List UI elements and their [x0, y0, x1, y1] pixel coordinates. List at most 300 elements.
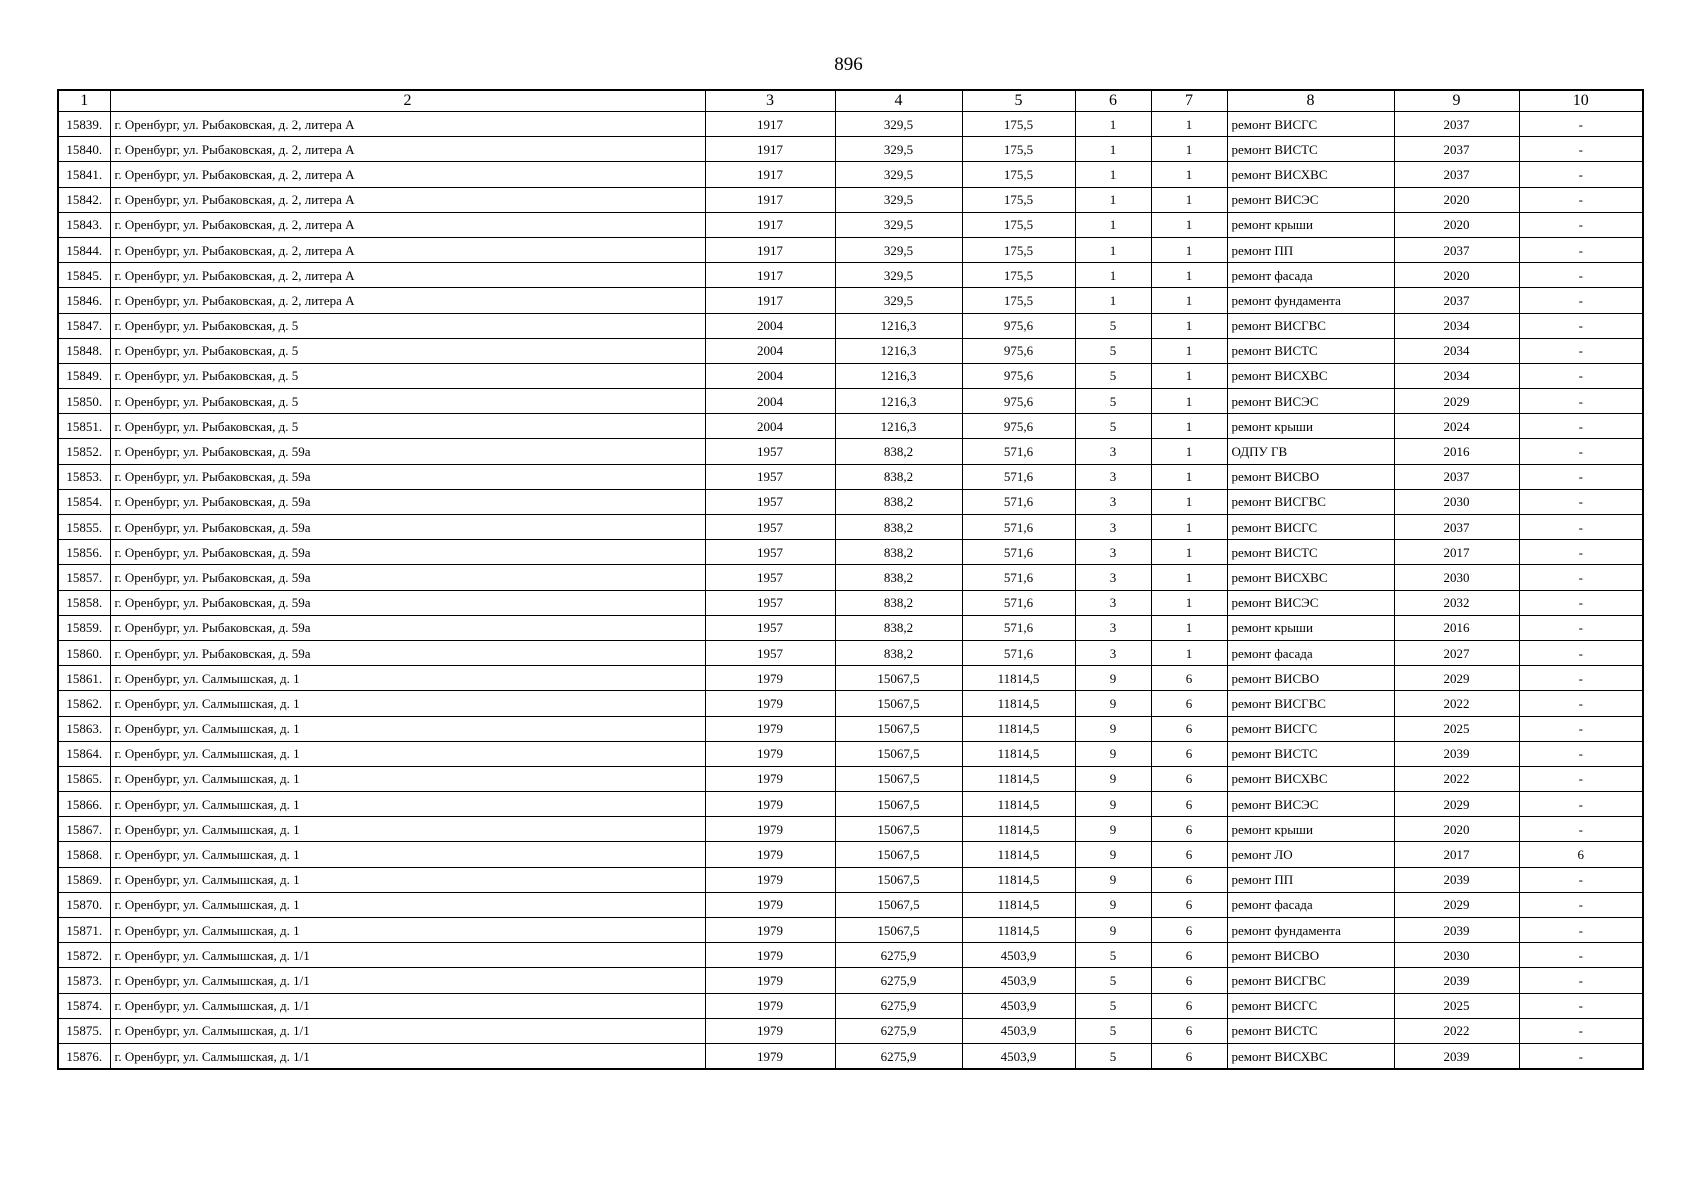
table-row [58, 515, 1643, 540]
table-row [58, 943, 1643, 968]
planned-year-cell: 2032 [1394, 590, 1519, 615]
column-10-cell: 6 [1519, 842, 1643, 867]
column-header: 3 [705, 90, 835, 112]
table-row [58, 389, 1643, 414]
address-cell: г. Оренбург, ул. Рыбаковская, д. 59а [110, 515, 705, 540]
year-built-cell: 1957 [705, 640, 835, 665]
row-number-cell: 15844. [58, 237, 110, 262]
year-built-cell: 1979 [705, 918, 835, 943]
entrances-cell: 6 [1151, 1018, 1227, 1043]
entrances-cell: 6 [1151, 943, 1227, 968]
table-row [58, 918, 1643, 943]
floors-cell: 9 [1075, 918, 1151, 943]
year-built-cell: 1979 [705, 1043, 835, 1069]
floors-cell: 3 [1075, 590, 1151, 615]
work-type-cell: ремонт ВИСТС [1227, 1018, 1394, 1043]
total-area-cell: 838,2 [835, 515, 962, 540]
living-area-cell: 11814,5 [962, 792, 1075, 817]
table-row [58, 162, 1643, 187]
work-type-cell: ремонт ВИСХВС [1227, 1043, 1394, 1069]
work-type-cell: ремонт ВИСГС [1227, 993, 1394, 1018]
total-area-cell: 15067,5 [835, 691, 962, 716]
column-10-cell: - [1519, 414, 1643, 439]
living-area-cell: 4503,9 [962, 1018, 1075, 1043]
entrances-cell: 6 [1151, 741, 1227, 766]
header-row [58, 90, 1643, 112]
row-number-cell: 15875. [58, 1018, 110, 1043]
row-number-cell: 15850. [58, 389, 110, 414]
entrances-cell: 6 [1151, 766, 1227, 791]
work-type-cell: ремонт ВИСГВС [1227, 489, 1394, 514]
living-area-cell: 975,6 [962, 363, 1075, 388]
row-number-cell: 15870. [58, 892, 110, 917]
table-row [58, 212, 1643, 237]
column-header: 2 [110, 90, 705, 112]
column-10-cell: - [1519, 489, 1643, 514]
column-10-cell: - [1519, 792, 1643, 817]
entrances-cell: 6 [1151, 1043, 1227, 1069]
year-built-cell: 1979 [705, 817, 835, 842]
living-area-cell: 11814,5 [962, 918, 1075, 943]
address-cell: г. Оренбург, ул. Салмышская, д. 1 [110, 766, 705, 791]
table-row [58, 993, 1643, 1018]
address-cell: г. Оренбург, ул. Рыбаковская, д. 5 [110, 363, 705, 388]
address-cell: г. Оренбург, ул. Рыбаковская, д. 5 [110, 338, 705, 363]
work-type-cell: ремонт фасада [1227, 640, 1394, 665]
address-cell: г. Оренбург, ул. Салмышская, д. 1 [110, 867, 705, 892]
total-area-cell: 838,2 [835, 640, 962, 665]
column-header: 5 [962, 90, 1075, 112]
work-type-cell: ремонт ВИСГС [1227, 716, 1394, 741]
row-number-cell: 15851. [58, 414, 110, 439]
table-row [58, 766, 1643, 791]
row-number-cell: 15863. [58, 716, 110, 741]
row-number-cell: 15869. [58, 867, 110, 892]
living-area-cell: 175,5 [962, 112, 1075, 137]
row-number-cell: 15876. [58, 1043, 110, 1069]
living-area-cell: 11814,5 [962, 817, 1075, 842]
column-10-cell: - [1519, 112, 1643, 137]
address-cell: г. Оренбург, ул. Рыбаковская, д. 5 [110, 313, 705, 338]
address-cell: г. Оренбург, ул. Салмышская, д. 1/1 [110, 993, 705, 1018]
total-area-cell: 15067,5 [835, 741, 962, 766]
planned-year-cell: 2037 [1394, 515, 1519, 540]
address-cell: г. Оренбург, ул. Салмышская, д. 1 [110, 817, 705, 842]
capital-repair-table [57, 89, 1644, 1070]
table-row [58, 489, 1643, 514]
floors-cell: 9 [1075, 867, 1151, 892]
living-area-cell: 571,6 [962, 489, 1075, 514]
total-area-cell: 15067,5 [835, 817, 962, 842]
floors-cell: 5 [1075, 363, 1151, 388]
total-area-cell: 15067,5 [835, 892, 962, 917]
address-cell: г. Оренбург, ул. Салмышская, д. 1 [110, 666, 705, 691]
floors-cell: 9 [1075, 842, 1151, 867]
living-area-cell: 975,6 [962, 338, 1075, 363]
row-number-cell: 15872. [58, 943, 110, 968]
floors-cell: 5 [1075, 313, 1151, 338]
year-built-cell: 1979 [705, 1018, 835, 1043]
planned-year-cell: 2020 [1394, 817, 1519, 842]
table-row [58, 363, 1643, 388]
floors-cell: 5 [1075, 968, 1151, 993]
work-type-cell: ремонт ВИСЭС [1227, 792, 1394, 817]
entrances-cell: 1 [1151, 540, 1227, 565]
column-10-cell: - [1519, 313, 1643, 338]
column-header: 7 [1151, 90, 1227, 112]
column-10-cell: - [1519, 263, 1643, 288]
total-area-cell: 838,2 [835, 540, 962, 565]
work-type-cell: ремонт ВИСВО [1227, 943, 1394, 968]
column-10-cell: - [1519, 590, 1643, 615]
total-area-cell: 1216,3 [835, 363, 962, 388]
entrances-cell: 1 [1151, 590, 1227, 615]
address-cell: г. Оренбург, ул. Рыбаковская, д. 59а [110, 615, 705, 640]
total-area-cell: 15067,5 [835, 716, 962, 741]
entrances-cell: 6 [1151, 842, 1227, 867]
living-area-cell: 975,6 [962, 389, 1075, 414]
year-built-cell: 1979 [705, 892, 835, 917]
row-number-cell: 15840. [58, 137, 110, 162]
row-number-cell: 15859. [58, 615, 110, 640]
year-built-cell: 1979 [705, 691, 835, 716]
column-10-cell: - [1519, 338, 1643, 363]
planned-year-cell: 2016 [1394, 439, 1519, 464]
address-cell: г. Оренбург, ул. Рыбаковская, д. 59а [110, 439, 705, 464]
row-number-cell: 15874. [58, 993, 110, 1018]
row-number-cell: 15841. [58, 162, 110, 187]
work-type-cell: ремонт ВИСГВС [1227, 691, 1394, 716]
floors-cell: 5 [1075, 338, 1151, 363]
living-area-cell: 175,5 [962, 137, 1075, 162]
column-header: 8 [1227, 90, 1394, 112]
column-10-cell: - [1519, 817, 1643, 842]
total-area-cell: 838,2 [835, 565, 962, 590]
total-area-cell: 838,2 [835, 489, 962, 514]
row-number-cell: 15868. [58, 842, 110, 867]
entrances-cell: 1 [1151, 288, 1227, 313]
total-area-cell: 1216,3 [835, 313, 962, 338]
address-cell: г. Оренбург, ул. Салмышская, д. 1 [110, 716, 705, 741]
table-row [58, 1043, 1643, 1069]
work-type-cell: ремонт ВИСВО [1227, 464, 1394, 489]
living-area-cell: 175,5 [962, 237, 1075, 262]
living-area-cell: 11814,5 [962, 766, 1075, 791]
floors-cell: 5 [1075, 1043, 1151, 1069]
address-cell: г. Оренбург, ул. Рыбаковская, д. 59а [110, 464, 705, 489]
row-number-cell: 15849. [58, 363, 110, 388]
year-built-cell: 1917 [705, 288, 835, 313]
table-row [58, 1018, 1643, 1043]
column-header: 4 [835, 90, 962, 112]
total-area-cell: 329,5 [835, 212, 962, 237]
planned-year-cell: 2020 [1394, 212, 1519, 237]
work-type-cell: ремонт ВИСХВС [1227, 565, 1394, 590]
work-type-cell: ремонт ВИСТС [1227, 338, 1394, 363]
address-cell: г. Оренбург, ул. Салмышская, д. 1 [110, 741, 705, 766]
table-row [58, 540, 1643, 565]
floors-cell: 9 [1075, 691, 1151, 716]
row-number-cell: 15871. [58, 918, 110, 943]
address-cell: г. Оренбург, ул. Салмышская, д. 1/1 [110, 1018, 705, 1043]
living-area-cell: 975,6 [962, 414, 1075, 439]
column-10-cell: - [1519, 288, 1643, 313]
entrances-cell: 1 [1151, 363, 1227, 388]
year-built-cell: 1979 [705, 943, 835, 968]
planned-year-cell: 2034 [1394, 363, 1519, 388]
floors-cell: 9 [1075, 716, 1151, 741]
column-10-cell: - [1519, 943, 1643, 968]
column-10-cell: - [1519, 993, 1643, 1018]
table-row [58, 666, 1643, 691]
living-area-cell: 11814,5 [962, 666, 1075, 691]
floors-cell: 9 [1075, 766, 1151, 791]
total-area-cell: 329,5 [835, 237, 962, 262]
column-10-cell: - [1519, 892, 1643, 917]
floors-cell: 5 [1075, 389, 1151, 414]
living-area-cell: 11814,5 [962, 691, 1075, 716]
work-type-cell: ремонт ПП [1227, 867, 1394, 892]
floors-cell: 3 [1075, 615, 1151, 640]
address-cell: г. Оренбург, ул. Рыбаковская, д. 5 [110, 389, 705, 414]
column-10-cell: - [1519, 716, 1643, 741]
living-area-cell: 975,6 [962, 313, 1075, 338]
planned-year-cell: 2030 [1394, 489, 1519, 514]
table-row [58, 288, 1643, 313]
year-built-cell: 2004 [705, 414, 835, 439]
year-built-cell: 1979 [705, 766, 835, 791]
entrances-cell: 1 [1151, 187, 1227, 212]
year-built-cell: 1917 [705, 237, 835, 262]
entrances-cell: 1 [1151, 565, 1227, 590]
floors-cell: 1 [1075, 263, 1151, 288]
table-row [58, 716, 1643, 741]
floors-cell: 3 [1075, 439, 1151, 464]
work-type-cell: ремонт ВИСГВС [1227, 968, 1394, 993]
total-area-cell: 15067,5 [835, 918, 962, 943]
planned-year-cell: 2022 [1394, 1018, 1519, 1043]
entrances-cell: 1 [1151, 263, 1227, 288]
address-cell: г. Оренбург, ул. Салмышская, д. 1/1 [110, 1043, 705, 1069]
total-area-cell: 329,5 [835, 263, 962, 288]
table-row [58, 968, 1643, 993]
living-area-cell: 571,6 [962, 515, 1075, 540]
address-cell: г. Оренбург, ул. Рыбаковская, д. 2, литера А [110, 212, 705, 237]
table-row [58, 741, 1643, 766]
entrances-cell: 1 [1151, 640, 1227, 665]
living-area-cell: 571,6 [962, 540, 1075, 565]
entrances-cell: 1 [1151, 137, 1227, 162]
total-area-cell: 1216,3 [835, 389, 962, 414]
year-built-cell: 1957 [705, 464, 835, 489]
planned-year-cell: 2029 [1394, 666, 1519, 691]
row-number-cell: 15860. [58, 640, 110, 665]
planned-year-cell: 2029 [1394, 389, 1519, 414]
row-number-cell: 15867. [58, 817, 110, 842]
row-number-cell: 15866. [58, 792, 110, 817]
table-row [58, 263, 1643, 288]
entrances-cell: 6 [1151, 968, 1227, 993]
column-10-cell: - [1519, 363, 1643, 388]
planned-year-cell: 2017 [1394, 842, 1519, 867]
planned-year-cell: 2029 [1394, 892, 1519, 917]
row-number-cell: 15865. [58, 766, 110, 791]
year-built-cell: 2004 [705, 338, 835, 363]
living-area-cell: 175,5 [962, 187, 1075, 212]
planned-year-cell: 2016 [1394, 615, 1519, 640]
row-number-cell: 15856. [58, 540, 110, 565]
column-10-cell: - [1519, 212, 1643, 237]
planned-year-cell: 2027 [1394, 640, 1519, 665]
living-area-cell: 4503,9 [962, 943, 1075, 968]
column-10-cell: - [1519, 389, 1643, 414]
column-10-cell: - [1519, 615, 1643, 640]
column-header: 9 [1394, 90, 1519, 112]
address-cell: г. Оренбург, ул. Рыбаковская, д. 2, литера А [110, 162, 705, 187]
row-number-cell: 15854. [58, 489, 110, 514]
column-header: 1 [58, 90, 110, 112]
total-area-cell: 838,2 [835, 464, 962, 489]
row-number-cell: 15853. [58, 464, 110, 489]
work-type-cell: ремонт крыши [1227, 212, 1394, 237]
total-area-cell: 838,2 [835, 590, 962, 615]
entrances-cell: 1 [1151, 615, 1227, 640]
living-area-cell: 4503,9 [962, 968, 1075, 993]
work-type-cell: ремонт ПП [1227, 237, 1394, 262]
floors-cell: 9 [1075, 741, 1151, 766]
floors-cell: 1 [1075, 187, 1151, 212]
work-type-cell: ОДПУ ГВ [1227, 439, 1394, 464]
year-built-cell: 1957 [705, 565, 835, 590]
column-header: 6 [1075, 90, 1151, 112]
column-10-cell: - [1519, 766, 1643, 791]
living-area-cell: 571,6 [962, 464, 1075, 489]
planned-year-cell: 2034 [1394, 313, 1519, 338]
planned-year-cell: 2022 [1394, 766, 1519, 791]
total-area-cell: 15067,5 [835, 666, 962, 691]
year-built-cell: 1979 [705, 792, 835, 817]
address-cell: г. Оренбург, ул. Рыбаковская, д. 5 [110, 414, 705, 439]
table-row [58, 792, 1643, 817]
table-row [58, 565, 1643, 590]
address-cell: г. Оренбург, ул. Салмышская, д. 1 [110, 892, 705, 917]
page-number: 896 [834, 54, 863, 75]
work-type-cell: ремонт ВИСХВС [1227, 162, 1394, 187]
work-type-cell: ремонт фасада [1227, 263, 1394, 288]
floors-cell: 5 [1075, 993, 1151, 1018]
column-10-cell: - [1519, 137, 1643, 162]
table-row [58, 237, 1643, 262]
column-10-cell: - [1519, 515, 1643, 540]
total-area-cell: 6275,9 [835, 968, 962, 993]
row-number-cell: 15852. [58, 439, 110, 464]
planned-year-cell: 2037 [1394, 237, 1519, 262]
row-number-cell: 15839. [58, 112, 110, 137]
table-row [58, 615, 1643, 640]
row-number-cell: 15858. [58, 590, 110, 615]
work-type-cell: ремонт ЛО [1227, 842, 1394, 867]
entrances-cell: 6 [1151, 867, 1227, 892]
year-built-cell: 2004 [705, 313, 835, 338]
year-built-cell: 1979 [705, 716, 835, 741]
year-built-cell: 2004 [705, 363, 835, 388]
work-type-cell: ремонт фасада [1227, 892, 1394, 917]
address-cell: г. Оренбург, ул. Салмышская, д. 1/1 [110, 968, 705, 993]
column-10-cell: - [1519, 968, 1643, 993]
work-type-cell: ремонт ВИСГС [1227, 515, 1394, 540]
table-row [58, 842, 1643, 867]
entrances-cell: 6 [1151, 993, 1227, 1018]
floors-cell: 5 [1075, 414, 1151, 439]
total-area-cell: 15067,5 [835, 792, 962, 817]
floors-cell: 1 [1075, 112, 1151, 137]
work-type-cell: ремонт ВИСХВС [1227, 363, 1394, 388]
table-row [58, 464, 1643, 489]
address-cell: г. Оренбург, ул. Салмышская, д. 1/1 [110, 943, 705, 968]
entrances-cell: 1 [1151, 338, 1227, 363]
planned-year-cell: 2025 [1394, 993, 1519, 1018]
work-type-cell: ремонт ВИСЭС [1227, 389, 1394, 414]
address-cell: г. Оренбург, ул. Рыбаковская, д. 59а [110, 640, 705, 665]
total-area-cell: 6275,9 [835, 993, 962, 1018]
row-number-cell: 15861. [58, 666, 110, 691]
row-number-cell: 15857. [58, 565, 110, 590]
floors-cell: 3 [1075, 515, 1151, 540]
work-type-cell: ремонт ВИСЭС [1227, 590, 1394, 615]
floors-cell: 1 [1075, 288, 1151, 313]
total-area-cell: 329,5 [835, 112, 962, 137]
column-10-cell: - [1519, 1043, 1643, 1069]
total-area-cell: 6275,9 [835, 943, 962, 968]
address-cell: г. Оренбург, ул. Рыбаковская, д. 59а [110, 565, 705, 590]
row-number-cell: 15845. [58, 263, 110, 288]
total-area-cell: 6275,9 [835, 1018, 962, 1043]
year-built-cell: 1957 [705, 515, 835, 540]
table-row [58, 313, 1643, 338]
year-built-cell: 1957 [705, 439, 835, 464]
address-cell: г. Оренбург, ул. Рыбаковская, д. 59а [110, 540, 705, 565]
living-area-cell: 11814,5 [962, 892, 1075, 917]
address-cell: г. Оренбург, ул. Салмышская, д. 1 [110, 792, 705, 817]
total-area-cell: 838,2 [835, 439, 962, 464]
work-type-cell: ремонт ВИСЭС [1227, 187, 1394, 212]
address-cell: г. Оренбург, ул. Рыбаковская, д. 59а [110, 489, 705, 514]
planned-year-cell: 2020 [1394, 187, 1519, 212]
planned-year-cell: 2037 [1394, 464, 1519, 489]
year-built-cell: 1979 [705, 741, 835, 766]
table-row [58, 187, 1643, 212]
entrances-cell: 1 [1151, 237, 1227, 262]
planned-year-cell: 2030 [1394, 565, 1519, 590]
floors-cell: 9 [1075, 817, 1151, 842]
living-area-cell: 11814,5 [962, 741, 1075, 766]
floors-cell: 1 [1075, 137, 1151, 162]
total-area-cell: 329,5 [835, 288, 962, 313]
row-number-cell: 15847. [58, 313, 110, 338]
column-10-cell: - [1519, 918, 1643, 943]
planned-year-cell: 2037 [1394, 137, 1519, 162]
living-area-cell: 4503,9 [962, 993, 1075, 1018]
floors-cell: 1 [1075, 162, 1151, 187]
work-type-cell: ремонт ВИСТС [1227, 137, 1394, 162]
living-area-cell: 175,5 [962, 212, 1075, 237]
floors-cell: 9 [1075, 666, 1151, 691]
work-type-cell: ремонт ВИСГС [1227, 112, 1394, 137]
planned-year-cell: 2037 [1394, 162, 1519, 187]
total-area-cell: 15067,5 [835, 842, 962, 867]
table-row [58, 414, 1643, 439]
address-cell: г. Оренбург, ул. Рыбаковская, д. 2, литера А [110, 137, 705, 162]
